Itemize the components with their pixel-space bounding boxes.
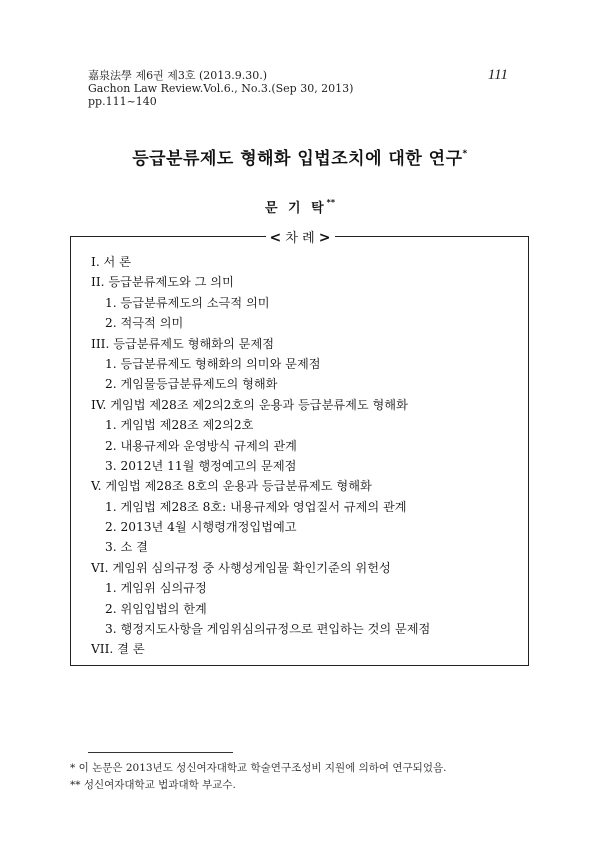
author-line bbox=[0, 197, 600, 216]
toc-subsection-item: 1. 등급분류제도 형해화의 의미와 문제점 bbox=[105, 356, 321, 371]
toc-heading-right-bracket: > bbox=[318, 230, 331, 246]
journal-header bbox=[88, 69, 353, 108]
footnote-funding: * 이 논문은 2013년도 성신여자대학교 학술연구조성비 지원에 의하여 연구되었음. bbox=[70, 762, 447, 774]
page-number: 111 bbox=[487, 67, 508, 83]
toc-subsection-item: 3. 2012년 11월 행정예고의 문제점 bbox=[105, 458, 297, 473]
article-title-text: 등급분류제도 형해화 입법조치에 대한 연구 bbox=[132, 149, 463, 169]
title-footnote-marker: * bbox=[462, 149, 468, 159]
toc-heading-text: 차 례 bbox=[285, 231, 315, 246]
toc-heading bbox=[0, 227, 600, 246]
toc-section-item: II. 등급분류제도와 그 의미 bbox=[91, 275, 234, 290]
toc-subsection-item: 3. 소 결 bbox=[105, 540, 148, 555]
footnote-divider bbox=[88, 752, 233, 753]
toc-subsection-item: 2. 게임물등급분류제도의 형해화 bbox=[105, 377, 278, 392]
toc-heading-left-bracket: < bbox=[269, 230, 282, 246]
author-footnote-marker: ** bbox=[326, 198, 336, 207]
page-range: pp.111~140 bbox=[88, 95, 157, 108]
toc-subsection-item: 3. 행정지도사항을 게임위심의규정으로 편입하는 것의 문제점 bbox=[105, 622, 431, 637]
article-title bbox=[0, 144, 600, 169]
toc-subsection-item: 2. 내용규제와 운영방식 규제의 관계 bbox=[105, 438, 297, 453]
journal-citation-korean: 嘉泉法學 제6권 제3호 (2013.9.30.) bbox=[88, 69, 268, 82]
toc-subsection-item: 1. 등급분류제도의 소극적 의미 bbox=[105, 295, 270, 310]
toc-list bbox=[91, 252, 430, 660]
footnotes bbox=[70, 760, 446, 794]
footnote-author-affiliation: ** 성신여자대학교 법과대학 부교수. bbox=[70, 779, 236, 791]
toc-subsection-item: 2. 위임입법의 한계 bbox=[105, 601, 207, 616]
toc-subsection-item: 1. 게임법 제28조 8호: 내용규제와 영업질서 규제의 관계 bbox=[105, 499, 407, 514]
toc-section-item: V. 게임법 제28조 8호의 운용과 등급분류제도 형해화 bbox=[91, 479, 372, 494]
toc-subsection-item: 1. 게임법 제28조 제2의2호 bbox=[105, 418, 254, 433]
toc-section-item: VII. 결 론 bbox=[91, 642, 145, 657]
toc-section-item: III. 등급분류제도 형해화의 문제점 bbox=[91, 336, 274, 351]
toc-section-item: VI. 게임위 심의규정 중 사행성게임물 확인기준의 위헌성 bbox=[91, 560, 391, 575]
toc-subsection-item: 2. 적극적 의미 bbox=[105, 316, 184, 331]
journal-citation-english: Gachon Law Review.Vol.6., No.3.(Sep 30, 2013) bbox=[88, 82, 354, 95]
toc-section-item: IV. 게임법 제28조 제2의2호의 운용과 등급분류제도 형해화 bbox=[91, 397, 408, 412]
toc-section-item: I. 서 론 bbox=[91, 255, 131, 269]
toc-subsection-item: 1. 게임위 심의규정 bbox=[105, 581, 207, 596]
toc-subsection-item: 2. 2013년 4월 시행령개정입법예고 bbox=[105, 520, 297, 535]
author-name: 문 기 탁 bbox=[264, 201, 327, 216]
